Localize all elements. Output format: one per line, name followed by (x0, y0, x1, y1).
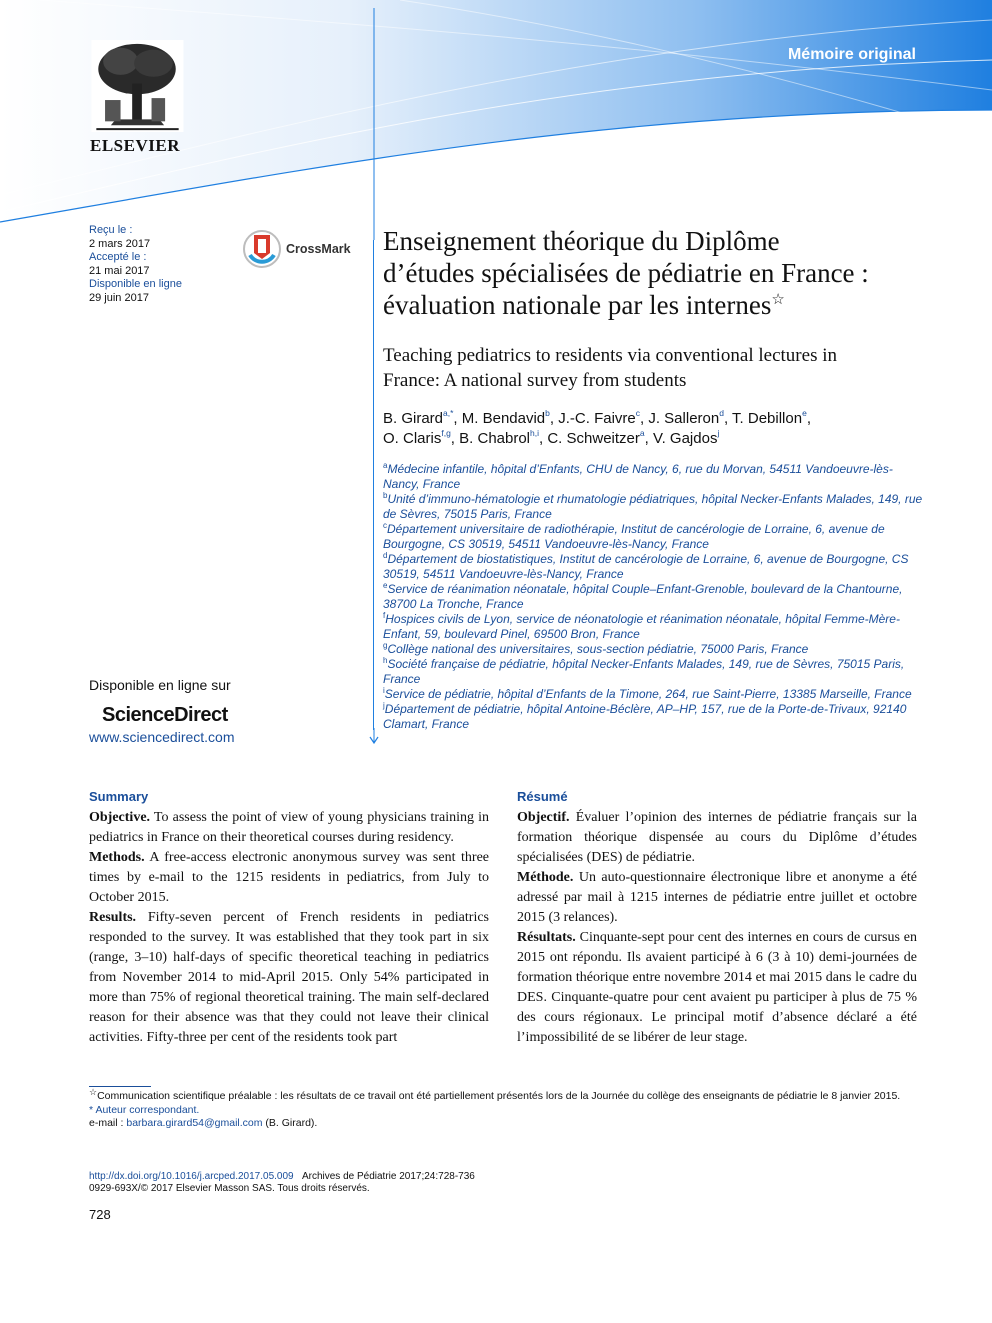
resultats-label: Résultats. (517, 930, 576, 945)
affiliation-item[interactable]: $^g$Collège national des universitaires, sous-section pédiatrie, 75000 Paris, France (383, 641, 809, 656)
author[interactable]: B. Chabrol (459, 430, 531, 447)
email-link[interactable]: barbara.girard54@gmail.com (126, 1117, 263, 1129)
affiliation-item[interactable]: $^i$Service de pédiatrie, hôpital d’Enfants de la Timone, 264, rue Saint-Pierre, 13385 Marseille, France (383, 686, 912, 701)
author[interactable]: J.-C. Faivre (558, 410, 636, 427)
summary-heading: Summary (89, 789, 149, 804)
resume-heading: Résumé (517, 789, 568, 804)
accepted-label: Accepté le : (89, 251, 147, 264)
accepted-value: 21 mai 2017 (89, 264, 150, 277)
resume-section (517, 789, 917, 1048)
title-en-line-1: Teaching pediatrics to residents via conventional lectures in (383, 345, 837, 366)
title-fr-line-1: Enseignement théorique du Diplôme (383, 226, 780, 256)
resultats-text: Cinquante-sept pour cent des internes en cours de cursus en 2015 ont répondu. Ils avaient participé à 6 (3 à 10) demi-journées de formation théorique entre novembre 2014 et mai 2015 dans le cadre du DES. Cinquante-quatre pour cent avaient pu participer à plus de 75 % des cours régionaux. Le principal motif d’absence déclaré a été l’impossibilité de se libérer de leur stage. (517, 930, 917, 1045)
footnote-communication: ☆Communication scientifique préalable : les résultats de ce travail ont été partiellement présentés lors de la Journée du collège des enseignants de pédiatrie le 8 janvier 2015. (89, 1087, 901, 1102)
resume-body (517, 808, 917, 1048)
affiliation-item[interactable]: $^h$Société française de pédiatrie, hôpital Necker-Enfants Malades, 149, rue de Sèvres, 75015 Paris, France (383, 656, 905, 686)
online-label: Disponible en ligne (89, 278, 182, 291)
copyright: 0929-693X/© 2017 Elsevier Masson SAS. Tous droits réservés. (89, 1183, 370, 1194)
author[interactable]: V. Gajdos (652, 430, 718, 447)
article-dates (89, 224, 229, 306)
footnote-divider (89, 1086, 151, 1087)
footnotes (89, 1087, 919, 1131)
methode-label: Méthode. (517, 870, 574, 885)
author[interactable]: J. Salleron (648, 410, 720, 427)
methods-text: A free-access electronic anonymous survey was sent three times by e-mail to the 1215 residents in pediatrics, from July to October 2015. (89, 850, 489, 905)
title-footnote-star[interactable]: ☆ (771, 292, 785, 308)
journal-citation: Archives de Pédiatrie 2017;24:728-736 (301, 1171, 475, 1182)
methode-text: Un auto-questionnaire électronique libre et anonyme a été adressé par mail à 1215 internes de pédiatrie entre juillet et octobre 2015 (3 relances). (517, 870, 918, 925)
received-value: 2 mars 2017 (89, 237, 151, 250)
publisher-name: ELSEVIER (90, 136, 180, 155)
title-fr-line-2: d’études spécialisées de pédiatrie en France : (383, 258, 869, 288)
summary-section (89, 789, 489, 1048)
author[interactable]: B. Girard (383, 410, 444, 427)
section-label: Mémoire original (787, 46, 916, 63)
sciencedirect-logo[interactable]: ScienceDirect (102, 704, 228, 726)
arrow-down-icon (368, 728, 380, 744)
crossmark-icon (242, 229, 282, 269)
online-value: 29 juin 2017 (89, 291, 149, 304)
available-online-text: Disponible en ligne sur (89, 677, 231, 693)
methods-label: Methods. (89, 850, 145, 865)
affiliation-item[interactable]: $^e$Service de réanimation néonatale, hôpital Couple–Enfant-Grenoble, boulevard de la Chantourne, 38700 La Tronche, France (383, 581, 903, 611)
affiliation-item[interactable]: $^b$Unité d’immuno-hématologie et rhumatologie pédiatriques, hôpital Necker-Enfants Malades, 149, rue de Sèvres, 75015 Paris, France (383, 491, 923, 521)
crossmark-badge[interactable] (242, 229, 351, 269)
author[interactable]: M. Bendavid (461, 410, 546, 427)
received-label: Reçu le : (89, 224, 133, 236)
elsevier-tree-icon (90, 40, 185, 132)
results-text: Fifty-seven percent of French residents in pediatrics responded to the survey. It was established that they took part in six (range, 3–10) half-days of specific theoretical teaching in pediatrics from November 2014 to mid-April 2015. Only 54% participated in more than 75% of regional theoretical training. The main self-declared reason for their absence was that they could not leave their clinical activities. Fifty-three per cent of the residents took part (89, 910, 489, 1045)
affiliation-item[interactable]: $^a$Médecine infantile, hôpital d’Enfants, CHU de Nancy, 6, rue du Morvan, 54511 Vandoeuvre-lès-Nancy, France (383, 461, 893, 491)
sciencedirect-url[interactable]: www.sciencedirect.com (89, 729, 235, 745)
results-label: Results. (89, 910, 137, 925)
author[interactable]: T. Debillon (732, 410, 803, 427)
title-en-line-2: France: A national survey from students (383, 370, 687, 391)
sciencedirect-block (89, 677, 259, 745)
article-title-fr (383, 225, 943, 321)
vertical-rule-lower (373, 240, 374, 730)
page-footer (89, 1171, 689, 1195)
objectif-text: Évaluer l’opinion des internes de pédiatrie français sur la formation théorique dispensée au cours du Diplôme d’études spécialisées (DES) de pédiatrie. (517, 810, 917, 865)
article-title-en (383, 343, 928, 393)
summary-body (89, 808, 489, 1048)
footnote-corresponding: * Auteur correspondant. (89, 1103, 200, 1116)
crossmark-label: CrossMark (286, 242, 351, 256)
affiliation-list (383, 462, 923, 732)
objective-label: Objective. (89, 810, 151, 825)
affiliation-item[interactable]: $^d$Département de biostatistiques, Institut de cancérologie de Lorraine, 6, avenue de Bourgogne, CS 30519, 54511 Vandoeuvre-lès-Nancy, France (383, 551, 909, 581)
footnote-email: e-mail : barbara.girard54@gmail.com (B. Girard). (89, 1117, 318, 1129)
doi-link[interactable]: http://dx.doi.org/10.1016/j.arcped.2017.05.009 (89, 1171, 294, 1182)
objectif-label: Objectif. (517, 810, 570, 825)
title-fr-line-3: évaluation nationale par les internes (383, 290, 772, 320)
page-number: 728 (89, 1207, 111, 1222)
author[interactable]: O. Claris (383, 430, 442, 447)
objective-text: To assess the point of view of young physicians training in pediatrics in France on their theoretical courses during residency. (89, 810, 489, 845)
affiliation-item[interactable]: $^j$Département de pédiatrie, hôpital Antoine-Béclère, AP–HP, 157, rue de la Porte-de-Trivaux, 92140 Clamart, France (383, 701, 907, 731)
author-list: B. Girard$^{a,*}$, M. Bendavid$^b$, J.-C. Faivre$^c$, J. Salleron$^d$, T. Debillon$^e$, O. Claris$^{f,g}$, B. Chabrol$^{h,i}$, C. Schweitzer$^a$, V. Gajdos$^j$ (383, 408, 811, 447)
elsevier-logo (90, 40, 185, 155)
affiliation-item[interactable]: $^f$Hospices civils de Lyon, service de néonatologie et réanimation néonatale, hôpital Femme-Mère-Enfant, 59, boulevard Pinel, 69500 Bron, France (383, 611, 900, 641)
affiliation-item[interactable]: $^c$Département universitaire de radiothérapie, Institut de cancérologie de Lorraine, 6, avenue de Bourgogne, CS 30519, 54511 Vandoeuvre-lès-Nancy, France (383, 521, 885, 551)
author[interactable]: C. Schweitzer (547, 430, 640, 447)
